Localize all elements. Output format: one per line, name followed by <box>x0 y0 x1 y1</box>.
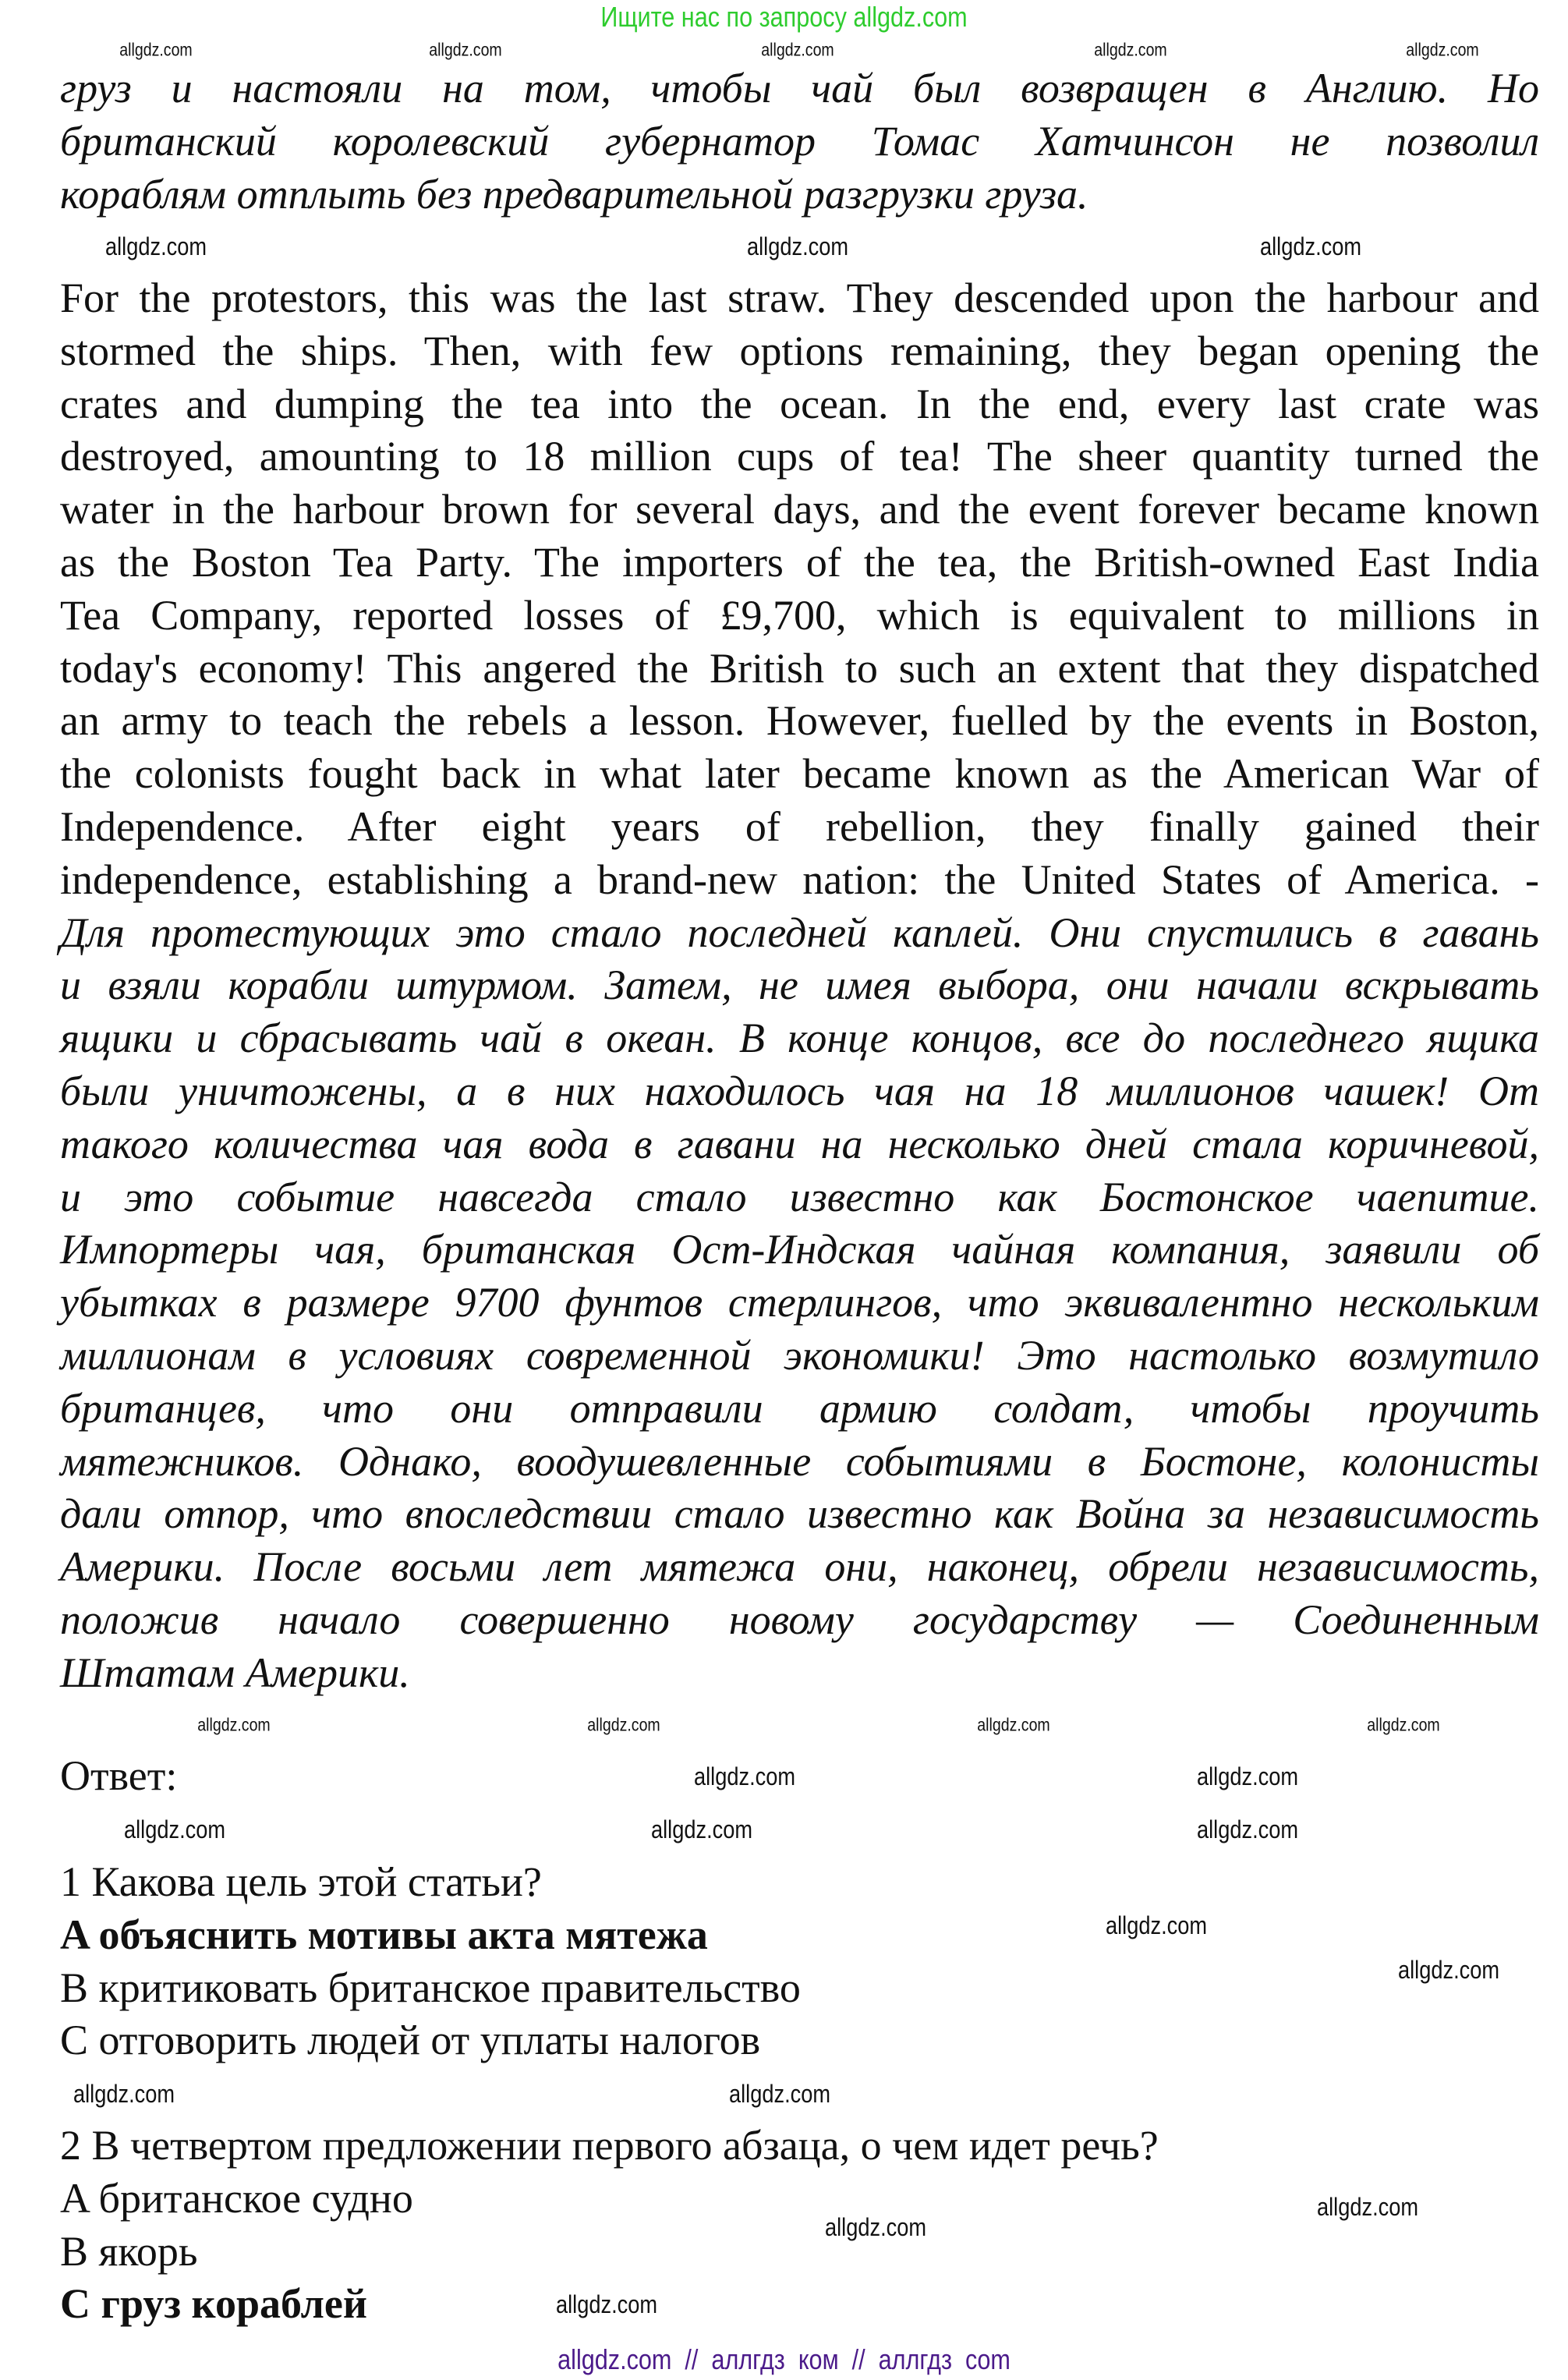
text-line: британцев, что они отправили армию солдат, чтобы проучить <box>60 1384 1539 1432</box>
question-text: 2 В четвертом предложении первого абзаца, о чем идет речь? <box>60 2122 1159 2169</box>
text-line: the colonists fought back in what later became known as the American War of <box>60 750 1539 798</box>
watermark-text: allgdz.com <box>1259 232 1362 260</box>
watermark-text: allgdz.com <box>1367 1714 1440 1735</box>
watermark-text: allgdz.com <box>104 232 207 260</box>
text-line: убытках в размере 9700 фунтов стерлингов, что эквивалентно нескольким <box>60 1279 1539 1326</box>
header-banner: Ищите нас по запросу allgdz.com <box>600 1 968 33</box>
text-line: такого количества чая вода в гавани на несколько дней стала коричневой, <box>60 1120 1539 1167</box>
watermark-text: allgdz.com <box>761 39 834 60</box>
question-text: 1 Какова цель этой статьи? <box>60 1858 542 1905</box>
text-line: an army to teach the rebels a lesson. However, fuelled by the events in Boston, <box>60 697 1539 745</box>
watermark-text: allgdz.com <box>650 1815 753 1843</box>
watermark-text: allgdz.com <box>73 2080 175 2108</box>
text-line: Для протестующих это стало последней каплей. Они спустились в гавань <box>60 908 1539 956</box>
watermark-text: allgdz.com <box>1094 39 1167 60</box>
watermark-text: allgdz.com <box>119 39 193 60</box>
text-line: кораблям отплыть без предварительной разгрузки груза. <box>60 170 1088 218</box>
text-line: destroyed, amounting to 18 million cups of tea! The sheer quantity turned the <box>60 433 1539 480</box>
watermark-text: allgdz.com <box>977 1714 1050 1735</box>
answer-option: B критиковать британское правительство <box>60 1964 801 2011</box>
watermark-text: allgdz.com <box>824 2213 927 2241</box>
paragraph-english-with-translation <box>60 272 1539 1700</box>
watermark-text: allgdz.com <box>1406 39 1479 60</box>
watermark-text: allgdz.com <box>693 1762 796 1790</box>
watermark-text: allgdz.com <box>1196 1815 1299 1843</box>
text-line: stormed the ships. Then, with few options remaining, they began opening the <box>60 327 1539 374</box>
watermark-text: allgdz.com <box>1397 1956 1500 1984</box>
text-line: Independence. After eight years of rebellion, they finally gained their <box>60 802 1539 850</box>
text-line: Америки. После восьми лет мятежа они, наконец, обрели независимость, <box>60 1543 1539 1591</box>
text-line: и взяли корабли штурмом. Затем, не имея выбора, они начали вскрывать <box>60 962 1539 1009</box>
answer-option-correct: A объяснить мотивы акта мятежа <box>60 1911 708 1958</box>
text-line: миллионам в условиях современной экономики! Это настолько возмутило <box>60 1331 1539 1379</box>
watermark-text: allgdz.com <box>1316 2193 1419 2221</box>
watermark-text: allgdz.com <box>728 2080 831 2108</box>
text-line: as the Boston Tea Party. The importers of the tea, the British-owned East India <box>60 538 1539 586</box>
watermark-text: allgdz.com <box>555 2290 658 2318</box>
watermark-text: allgdz.com <box>197 1714 271 1735</box>
text-line: independence, establishing a brand-new nation: the United States of America. - <box>60 855 1539 903</box>
text-line: water in the harbour brown for several days, and the event forever became known <box>60 486 1539 533</box>
answer-option: C отговорить людей от уплаты налогов <box>60 2017 761 2064</box>
text-line: британский королевский губернатор Томас Хатчинсон не позволил <box>60 117 1539 165</box>
answer-label: Ответ: <box>60 1752 178 1799</box>
watermark-text: allgdz.com <box>429 39 502 60</box>
text-line: груз и настояли на том, чтобы чай был возвращен в Англию. Но <box>60 65 1539 112</box>
text-line: Tea Company, reported losses of £9,700, which is equivalent to millions in <box>60 591 1539 639</box>
watermark-text: allgdz.com <box>587 1714 660 1735</box>
text-line: мятежников. Однако, воодушевленные событиями в Бостоне, колонисты <box>60 1437 1539 1485</box>
watermark-text: allgdz.com <box>123 1815 226 1843</box>
text-line: положив начало совершенно новому государству — Соединенным <box>60 1596 1539 1643</box>
answer-option-correct: C груз кораблей <box>60 2280 368 2328</box>
question-1 <box>60 1856 1539 2067</box>
text-line: For the protestors, this was the last straw. They descended upon the harbour and <box>60 274 1539 321</box>
text-line: были уничтожены, а в них находилось чая на 18 миллионов чашек! От <box>60 1067 1539 1114</box>
text-line: Импортеры чая, британская Ост-Индская чайная компания, заявили об <box>60 1226 1539 1273</box>
question-2 <box>60 2120 1539 2331</box>
text-line: ящики и сбрасывать чай в океан. В конце концов, все до последнего ящика <box>60 1015 1539 1062</box>
watermark-text: allgdz.com <box>1105 1911 1208 1939</box>
watermark-text: allgdz.com <box>1196 1762 1299 1790</box>
watermark-text: allgdz.com <box>746 232 849 260</box>
footer-banner: allgdz.com // аллгдз ком // аллгдз com <box>557 2343 1011 2375</box>
text-line: crates and dumping the tea into the ocean. In the end, every last crate was <box>60 380 1539 427</box>
text-line: Штатам Америки. <box>60 1649 410 1696</box>
text-line: дали отпор, что впоследствии стало известно как Война за независимость <box>60 1490 1539 1538</box>
paragraph-russian-continuation <box>60 62 1539 221</box>
answer-section <box>60 1750 1539 1803</box>
text-line: и это событие навсегда стало известно как Бостонское чаепитие. <box>60 1173 1539 1220</box>
text-line: today's economy! This angered the British to such an extent that they dispatched <box>60 644 1539 692</box>
answer-option: A британское судно <box>60 2174 413 2222</box>
answer-option: B якорь <box>60 2227 198 2275</box>
